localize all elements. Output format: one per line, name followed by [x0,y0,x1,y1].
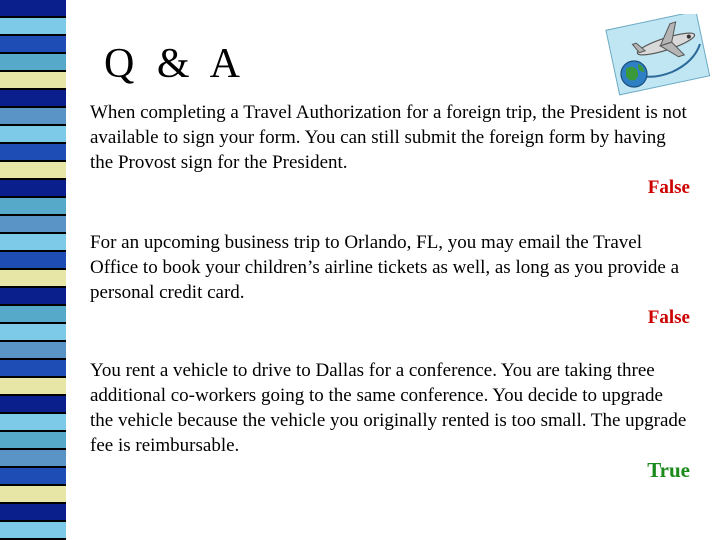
stripe [0,144,66,162]
qa-item [90,100,690,200]
airplane-globe-icon [602,14,714,98]
stripe [0,126,66,144]
answer-label: True [647,458,690,482]
stripe [0,288,66,306]
stripe [0,522,66,540]
stripe [0,342,66,360]
stripe [0,216,66,234]
stripe [0,198,66,216]
stripe [0,180,66,198]
stripe [0,486,66,504]
qa-item [90,358,690,483]
stripe [0,252,66,270]
stripe [0,54,66,72]
stripe [0,270,66,288]
slide-title: Q & A [104,41,247,87]
stripe [0,72,66,90]
stripe [0,504,66,522]
stripe [0,234,66,252]
qa-item [90,230,690,330]
question-text: For an upcoming business trip to Orlando, FL, you may email the Travel Office to book your children’s airline tickets as well, as long as you provide a personal credit card. [90,232,680,303]
stripe [0,414,66,432]
stripe [0,18,66,36]
question-text: You rent a vehicle to drive to Dallas for a conference. You are taking three additional co-workers going to the same conference. You decide to upgrade the vehicle because the vehicle you originally rented is too small. The upgrade fee is reimbursable. [90,360,687,456]
stripe [0,468,66,486]
answer-label: False [647,177,690,198]
stripe [0,432,66,450]
stripe [0,306,66,324]
stripe [0,36,66,54]
stripe [0,450,66,468]
question-text: When completing a Travel Authorization for a foreign trip, the President is not available to sign your form. You can still submit the foreign form by having the Provost sign for the President. [90,102,687,173]
stripe [0,108,66,126]
stripe [0,324,66,342]
stripe [0,162,66,180]
stripe [0,396,66,414]
decorative-stripe-bar [0,0,66,540]
answer-label: False [647,307,690,328]
stripe [0,360,66,378]
stripe [0,90,66,108]
stripe [0,0,66,18]
stripe [0,378,66,396]
